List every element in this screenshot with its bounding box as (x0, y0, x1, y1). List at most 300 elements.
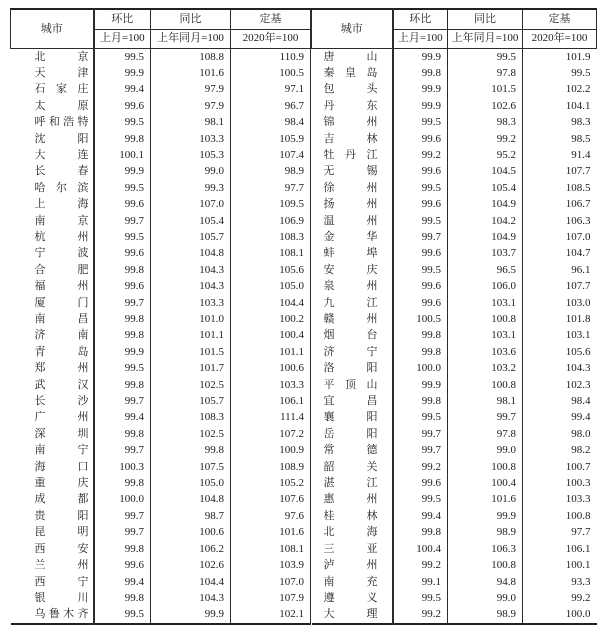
table-row (11, 262, 311, 278)
city-name-cell (11, 524, 94, 540)
mom-value-cell: 99.4 (94, 81, 151, 97)
yoy-value-cell: 101.7 (151, 360, 231, 376)
yoy-value-cell: 101.1 (151, 327, 231, 343)
table-row (312, 295, 597, 311)
base-value-cell: 108.5 (565, 181, 591, 194)
yoy-value-cell: 106.0 (448, 278, 523, 294)
city-name-cell (11, 360, 94, 376)
mom-value-cell: 99.6 (393, 278, 448, 294)
city-name: 岳 阳 (323, 427, 378, 440)
table-row (11, 360, 311, 376)
yoy-value-cell: 98.1 (448, 393, 523, 409)
table-body-right (312, 48, 597, 624)
base-value-cell: 98.2 (571, 444, 591, 457)
mom-value-cell: 99.7 (94, 393, 151, 409)
yoy-value-cell: 99.8 (151, 442, 231, 458)
table-row (312, 311, 597, 327)
table-row (11, 295, 311, 311)
base-value-cell: 107.0 (231, 574, 311, 590)
mom-value-cell: 99.6 (393, 196, 448, 212)
table-row (11, 459, 311, 475)
yoy-value-cell: 107.0 (151, 196, 231, 212)
city-name: 温 州 (323, 214, 378, 227)
city-name: 南 宁 (34, 444, 89, 457)
table-row (11, 65, 311, 81)
yoy-value-cell: 100.4 (448, 475, 523, 491)
base-value-cell: 103.9 (231, 557, 311, 573)
table-row (11, 541, 311, 557)
base-value-cell: 91.4 (571, 148, 591, 161)
base-value-cell: 110.9 (231, 48, 311, 65)
mom-value-cell: 99.6 (94, 196, 151, 212)
base-value-cell: 101.1 (231, 344, 311, 360)
city-name-cell (11, 65, 94, 81)
yoy-value-cell: 98.9 (448, 606, 523, 623)
base-value-cell: 101.9 (565, 50, 591, 63)
mom-value-cell: 99.9 (393, 98, 448, 114)
city-name: 海 口 (34, 460, 89, 473)
city-name-cell (11, 508, 94, 524)
base-value-cell: 107.7 (565, 165, 591, 178)
city-name: 宜 昌 (323, 395, 378, 408)
city-name-cell (11, 491, 94, 507)
mom-value-cell: 99.6 (393, 131, 448, 147)
city-name: 长 春 (34, 165, 89, 178)
city-name-cell (11, 295, 94, 311)
base-value-cell: 103.3 (231, 377, 311, 393)
table-row (11, 590, 311, 606)
city-name: 丹 东 (323, 99, 378, 112)
price-table-left (10, 8, 311, 625)
table-row (11, 524, 311, 540)
city-name-cell (312, 81, 393, 97)
city-name: 济 宁 (323, 345, 378, 358)
mom-value-cell: 99.7 (393, 229, 448, 245)
city-name: 南 昌 (34, 313, 89, 325)
base-value-cell: 102.3 (565, 378, 591, 391)
base-value-cell: 98.0 (571, 427, 591, 440)
city-name: 太 原 (34, 99, 89, 112)
mom-value-cell: 99.2 (393, 606, 448, 623)
city-name-cell (11, 541, 94, 557)
city-name: 广 州 (34, 411, 89, 424)
mom-value-cell: 99.5 (393, 180, 448, 196)
table-row (312, 262, 597, 278)
yoy-value-cell: 103.6 (448, 344, 523, 360)
yoy-value-cell: 97.9 (151, 81, 231, 97)
city-name-cell (312, 393, 393, 409)
header-yoy-sub: 上年同月=100 (151, 29, 231, 48)
mom-value-cell: 99.6 (393, 475, 448, 491)
mom-value-cell: 99.5 (94, 360, 151, 376)
base-value-cell: 107.6 (231, 491, 311, 507)
city-name-cell (11, 459, 94, 475)
base-value-cell: 99.2 (571, 591, 591, 604)
table-row (11, 163, 311, 179)
yoy-value-cell: 99.0 (448, 442, 523, 458)
city-name: 福 州 (34, 280, 89, 293)
city-name-cell (11, 147, 94, 163)
city-name: 兰 州 (34, 559, 89, 572)
city-name: 沈 阳 (34, 132, 89, 145)
table-row (312, 180, 597, 196)
city-name: 宁 波 (34, 247, 89, 260)
city-name-cell (11, 409, 94, 425)
mom-value-cell: 99.5 (393, 409, 448, 425)
city-name: 银 川 (34, 591, 89, 604)
yoy-value-cell: 99.9 (151, 606, 231, 623)
mom-value-cell: 99.2 (393, 147, 448, 163)
table-row (11, 213, 311, 229)
city-name: 天 津 (34, 66, 89, 79)
table-row (312, 524, 597, 540)
city-name: 遵 义 (323, 591, 378, 604)
yoy-value-cell: 98.1 (151, 114, 231, 130)
mom-value-cell: 100.0 (94, 491, 151, 507)
city-name: 合 肥 (34, 263, 89, 276)
base-value-cell: 107.7 (565, 280, 591, 293)
yoy-value-cell: 102.6 (448, 98, 523, 114)
table-row (312, 360, 597, 376)
city-name-cell (312, 278, 393, 294)
table-row (11, 229, 311, 245)
city-name: 大 理 (323, 608, 378, 621)
city-name-cell (11, 114, 94, 130)
city-name: 金 华 (323, 230, 378, 243)
city-name-cell (11, 48, 94, 65)
base-value-cell: 108.1 (231, 245, 311, 261)
table-row (11, 98, 311, 114)
table-row (11, 377, 311, 393)
city-name: 洛 阳 (323, 362, 378, 375)
city-name: 上 海 (34, 198, 89, 211)
base-value-cell: 98.4 (231, 114, 311, 130)
yoy-value-cell: 98.9 (448, 524, 523, 540)
table-row (312, 606, 597, 623)
mom-value-cell: 99.8 (393, 344, 448, 360)
table-row (11, 311, 311, 327)
base-value-cell: 97.6 (231, 508, 311, 524)
city-name-cell (312, 245, 393, 261)
mom-value-cell: 99.9 (393, 48, 448, 65)
table-row (312, 278, 597, 294)
table-row (312, 475, 597, 491)
city-name: 平 顶 山 (323, 378, 378, 391)
city-name-cell (11, 81, 94, 97)
city-name-cell (312, 541, 393, 557)
yoy-value-cell: 107.5 (151, 459, 231, 475)
base-value-cell: 107.0 (565, 230, 591, 243)
base-value-cell: 100.5 (231, 65, 311, 81)
yoy-value-cell: 99.2 (448, 131, 523, 147)
table-row (11, 508, 311, 524)
base-value-cell: 101.6 (231, 524, 311, 540)
mom-value-cell: 99.5 (393, 262, 448, 278)
table-row (11, 557, 311, 573)
mom-value-cell: 99.6 (393, 295, 448, 311)
city-name: 北 海 (323, 526, 378, 539)
yoy-value-cell: 98.7 (151, 508, 231, 524)
mom-value-cell: 99.8 (393, 524, 448, 540)
base-value-cell: 99.5 (571, 66, 591, 79)
yoy-value-cell: 103.3 (151, 295, 231, 311)
base-value-cell: 97.1 (231, 81, 311, 97)
base-value-cell: 100.8 (565, 509, 591, 522)
mom-value-cell: 100.5 (393, 311, 448, 327)
city-name: 泉 州 (323, 280, 378, 293)
mom-value-cell: 99.6 (393, 245, 448, 261)
base-value-cell: 98.5 (571, 132, 591, 145)
base-value-cell: 106.1 (565, 542, 591, 555)
city-name-cell (312, 180, 393, 196)
base-value-cell: 107.9 (231, 590, 311, 606)
city-name-cell (11, 606, 94, 623)
city-name: 贵 阳 (34, 509, 89, 522)
mom-value-cell: 99.9 (393, 81, 448, 97)
city-name: 长 沙 (34, 395, 89, 408)
table-row (312, 508, 597, 524)
city-name-cell (312, 213, 393, 229)
mom-value-cell: 99.8 (94, 590, 151, 606)
city-name-cell (312, 48, 393, 65)
table-row (312, 409, 597, 425)
yoy-value-cell: 105.3 (151, 147, 231, 163)
mom-value-cell: 100.3 (94, 459, 151, 475)
city-name-cell (11, 262, 94, 278)
yoy-value-cell: 104.2 (448, 213, 523, 229)
base-value-cell: 105.2 (231, 475, 311, 491)
mom-value-cell: 99.5 (94, 114, 151, 130)
yoy-value-cell: 105.0 (151, 475, 231, 491)
table-row (312, 131, 597, 147)
table-row (11, 180, 311, 196)
city-name: 吉 林 (323, 132, 378, 145)
yoy-value-cell: 99.0 (448, 590, 523, 606)
mom-value-cell: 99.7 (94, 213, 151, 229)
city-name-cell (11, 196, 94, 212)
table-row (11, 475, 311, 491)
yoy-value-cell: 101.6 (448, 491, 523, 507)
city-name: 韶 关 (323, 460, 378, 473)
table-row (312, 541, 597, 557)
city-name: 成 都 (34, 493, 89, 506)
table-row (312, 442, 597, 458)
table-row (11, 196, 311, 212)
base-value-cell: 100.6 (231, 360, 311, 376)
yoy-value-cell: 104.3 (151, 278, 231, 294)
base-value-cell: 97.7 (571, 526, 591, 539)
mom-value-cell: 99.8 (94, 541, 151, 557)
mom-value-cell: 99.7 (94, 524, 151, 540)
city-name-cell (11, 590, 94, 606)
yoy-value-cell: 101.5 (151, 344, 231, 360)
city-name-cell (312, 426, 393, 442)
base-value-cell: 99.4 (571, 411, 591, 424)
city-name: 济 南 (34, 329, 89, 342)
city-name-cell (312, 491, 393, 507)
yoy-value-cell: 104.9 (448, 196, 523, 212)
city-name: 大 连 (34, 148, 89, 161)
yoy-value-cell: 99.7 (448, 409, 523, 425)
base-value-cell: 105.0 (231, 278, 311, 294)
table-row (312, 163, 597, 179)
yoy-value-cell: 94.8 (448, 574, 523, 590)
header-base: 定基 (231, 9, 311, 29)
table-row (312, 557, 597, 573)
city-name: 三 亚 (323, 542, 378, 555)
table-row (11, 131, 311, 147)
city-name: 唐 山 (323, 50, 378, 63)
city-name-cell (312, 377, 393, 393)
city-name-cell (11, 574, 94, 590)
base-value-cell: 109.5 (231, 196, 311, 212)
yoy-value-cell: 97.9 (151, 98, 231, 114)
mom-value-cell: 99.4 (393, 508, 448, 524)
mom-value-cell: 99.5 (94, 48, 151, 65)
city-name-cell (312, 574, 393, 590)
city-name: 哈 尔 滨 (34, 181, 89, 194)
city-name-cell (312, 475, 393, 491)
city-name-cell (312, 524, 393, 540)
mom-value-cell: 99.7 (94, 295, 151, 311)
mom-value-cell: 99.7 (94, 508, 151, 524)
city-name-cell (312, 557, 393, 573)
city-name-cell (312, 65, 393, 81)
table-row (312, 114, 597, 130)
yoy-value-cell: 105.4 (151, 213, 231, 229)
header-yoy: 同比 (448, 9, 523, 29)
table-row (312, 393, 597, 409)
base-value-cell: 96.1 (571, 263, 591, 276)
city-name: 赣 州 (323, 313, 378, 325)
city-name-cell (11, 327, 94, 343)
city-name-cell (312, 442, 393, 458)
table-row (312, 65, 597, 81)
base-value-cell: 103.1 (565, 329, 591, 342)
yoy-value-cell: 97.8 (448, 426, 523, 442)
table-row (312, 459, 597, 475)
table-row (312, 229, 597, 245)
city-name: 泸 州 (323, 559, 378, 572)
city-name-cell (312, 409, 393, 425)
city-name: 桂 林 (323, 509, 378, 522)
table-row (312, 196, 597, 212)
city-name-cell (312, 508, 393, 524)
mom-value-cell: 99.8 (393, 327, 448, 343)
base-value-cell: 105.6 (231, 262, 311, 278)
city-name-cell (312, 295, 393, 311)
base-value-cell: 100.7 (565, 460, 591, 473)
yoy-value-cell: 95.2 (448, 147, 523, 163)
city-name: 烟 台 (323, 329, 378, 342)
yoy-value-cell: 104.5 (448, 163, 523, 179)
city-name: 包 头 (323, 83, 378, 96)
base-value-cell: 106.7 (565, 198, 591, 211)
table-row (11, 147, 311, 163)
mom-value-cell: 100.0 (393, 360, 448, 376)
table-row (11, 426, 311, 442)
base-value-cell: 93.3 (571, 575, 591, 588)
city-name-cell (11, 131, 94, 147)
header-yoy-sub: 上年同月=100 (448, 29, 523, 48)
base-value-cell: 108.3 (231, 229, 311, 245)
city-name: 秦 皇 岛 (323, 66, 378, 79)
table-row (11, 491, 311, 507)
base-value-cell: 97.7 (231, 180, 311, 196)
base-value-cell: 104.7 (565, 247, 591, 260)
base-value-cell: 108.1 (231, 541, 311, 557)
yoy-value-cell: 100.6 (151, 524, 231, 540)
yoy-value-cell: 102.6 (151, 557, 231, 573)
table-header (11, 9, 311, 48)
city-name-cell (11, 278, 94, 294)
base-value-cell: 105.9 (231, 131, 311, 147)
city-name: 昆 明 (34, 526, 89, 539)
base-value-cell: 104.1 (565, 99, 591, 112)
yoy-value-cell: 99.0 (151, 163, 231, 179)
city-name-cell (312, 311, 393, 327)
city-name: 北 京 (34, 50, 89, 63)
city-name-cell (312, 131, 393, 147)
city-name-cell (11, 344, 94, 360)
city-name-cell (11, 163, 94, 179)
city-name-cell (11, 229, 94, 245)
table-row (11, 245, 311, 261)
city-name-cell (312, 344, 393, 360)
table-row (312, 147, 597, 163)
yoy-value-cell: 106.2 (151, 541, 231, 557)
header-mom-sub: 上月=100 (94, 29, 151, 48)
yoy-value-cell: 108.8 (151, 48, 231, 65)
yoy-value-cell: 105.7 (151, 229, 231, 245)
table-row (312, 48, 597, 65)
city-name-cell (11, 245, 94, 261)
base-value-cell: 100.9 (231, 442, 311, 458)
base-value-cell: 98.3 (571, 116, 591, 129)
header-yoy: 同比 (151, 9, 231, 29)
city-name: 重 庆 (34, 477, 89, 490)
mom-value-cell: 99.8 (94, 131, 151, 147)
city-name: 锦 州 (323, 116, 378, 129)
yoy-value-cell: 103.2 (448, 360, 523, 376)
base-value-cell: 106.3 (565, 214, 591, 227)
table-row (312, 344, 597, 360)
city-name-cell (312, 606, 393, 623)
city-name-cell (312, 163, 393, 179)
city-name-cell (11, 180, 94, 196)
mom-value-cell: 99.5 (393, 213, 448, 229)
yoy-value-cell: 102.5 (151, 426, 231, 442)
price-table-right (311, 8, 597, 625)
mom-value-cell: 99.5 (94, 229, 151, 245)
city-name: 乌 鲁 木 齐 (34, 608, 89, 621)
yoy-value-cell: 104.4 (151, 574, 231, 590)
table-row (312, 327, 597, 343)
mom-value-cell: 99.6 (94, 245, 151, 261)
city-name: 牡 丹 江 (323, 148, 378, 161)
base-value-cell: 111.4 (231, 409, 311, 425)
yoy-value-cell: 105.4 (448, 180, 523, 196)
header-city: 城市 (312, 9, 393, 48)
table-row (11, 278, 311, 294)
mom-value-cell: 99.9 (94, 344, 151, 360)
table-row (11, 114, 311, 130)
base-value-cell: 107.2 (231, 426, 311, 442)
city-name: 西 宁 (34, 575, 89, 588)
table-row (312, 213, 597, 229)
yoy-value-cell: 101.6 (151, 65, 231, 81)
city-name: 深 圳 (34, 427, 89, 440)
